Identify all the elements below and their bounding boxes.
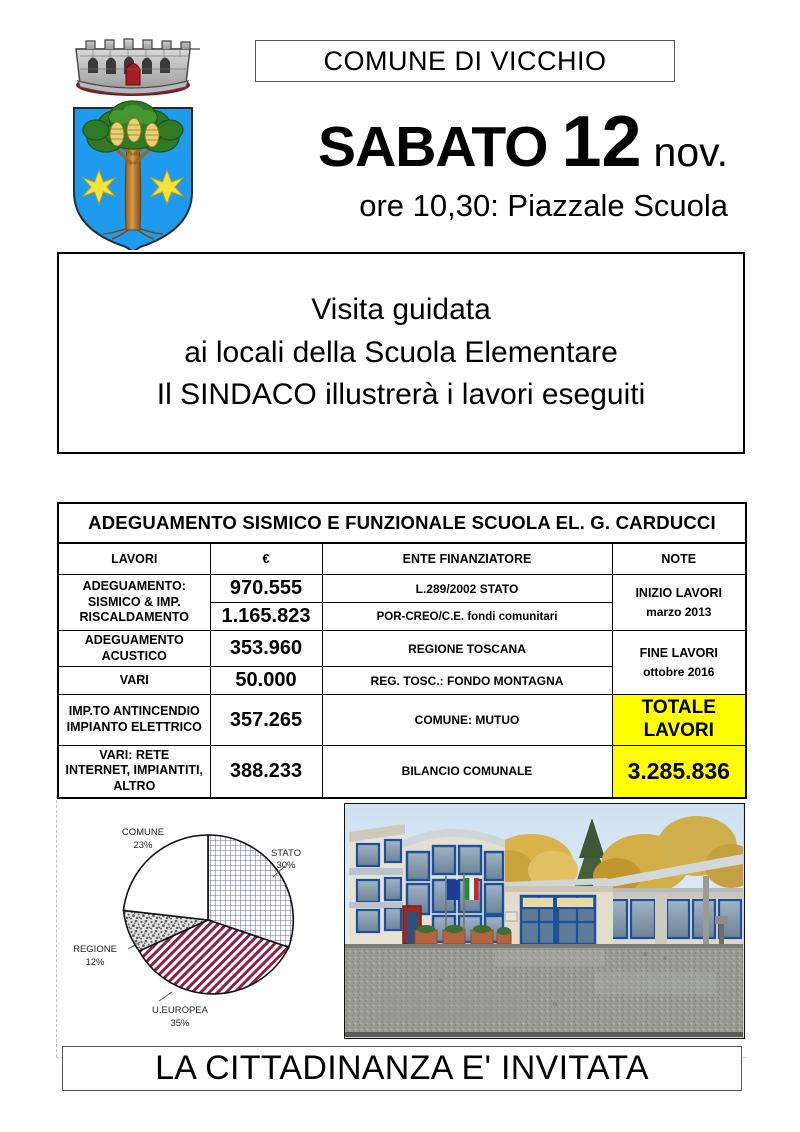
note-start-label: INIZIO LAVORI — [635, 585, 723, 600]
cell-amount: 388.233 — [210, 745, 322, 797]
works-funding-table — [57, 502, 747, 799]
table-header-row — [58, 543, 746, 575]
cell-amount: 1.165.823 — [210, 603, 322, 631]
total-label-line-1: TOTALE — [641, 697, 716, 719]
event-day-number: 12 — [561, 102, 642, 182]
pie-label-regione: REGIONE — [73, 944, 117, 955]
column-header-lavori: LAVORI — [58, 543, 210, 575]
pie-value-regione: 12% — [85, 957, 105, 968]
comune-title-box — [255, 40, 675, 82]
pie-label-stato: STATO — [270, 848, 302, 859]
event-time-place: ore 10,30: Piazzale Scuola — [359, 188, 728, 223]
cell-amount: 353.960 — [210, 631, 322, 667]
note-end-label: FINE LAVORI — [639, 645, 718, 660]
coat-of-arms-icon — [58, 22, 208, 250]
visit-line-2: ai locali della Scuola Elementare — [184, 335, 618, 369]
visit-line-1: Visita guidata — [311, 293, 491, 327]
pie-label-ueuropea: U.EUROPEA — [152, 1005, 208, 1016]
school-photo — [344, 803, 745, 1039]
cell-lavori: ADEGUAMENTO: SISMICO & IMP. RISCALDAMENTO — [58, 575, 210, 631]
table-row — [58, 745, 746, 797]
pie-value-stato: 30% — [276, 860, 296, 871]
cell-lavori: VARI: RETE INTERNET, IMPIANTITI, ALTRO — [58, 745, 210, 797]
cell-ente: REGIONE TOSCANA — [322, 631, 612, 667]
cell-lavori: IMP.TO ANTINCENDIO IMPIANTO ELETTRICO — [58, 695, 210, 746]
visit-announcement-box — [57, 252, 745, 454]
cell-amount: 50.000 — [210, 667, 322, 695]
cell-lavori: ADEGUAMENTO ACUSTICO — [58, 631, 210, 667]
cell-ente: REG. TOSC.: FONDO MONTAGNA — [322, 667, 612, 695]
visit-line-3: Il SINDACO illustrerà i lavori eseguiti — [156, 378, 646, 412]
note-start-value: marzo 2013 — [646, 604, 712, 619]
pie-value-ueuropea: 35% — [170, 1018, 190, 1029]
total-works-value: 3.285.836 — [612, 745, 746, 797]
leader-line-ueuropea — [159, 992, 172, 1001]
cell-ente: L.289/2002 STATO — [322, 575, 612, 603]
invitation-text: LA CITTADINANZA E' INVITATA — [155, 1049, 649, 1087]
table-row — [58, 575, 746, 603]
event-month: nov. — [653, 129, 728, 175]
table-title-row — [58, 503, 746, 543]
pie-value-comune: 23% — [133, 840, 153, 851]
table-row — [58, 631, 746, 667]
cell-ente: POR-CREO/C.E. fondi comunitari — [322, 603, 612, 631]
funding-pie-chart — [60, 800, 338, 1043]
column-header-euro: € — [210, 543, 322, 575]
layout-guide-vertical — [56, 795, 57, 1057]
total-works-label — [612, 695, 746, 746]
school-photo-image — [345, 804, 743, 1037]
cell-amount: 357.265 — [210, 695, 322, 746]
table-title: ADEGUAMENTO SISMICO E FUNZIONALE SCUOLA EL. G. CARDUCCI — [58, 503, 746, 543]
event-day: SABATO — [318, 115, 548, 179]
note-end-value: ottobre 2016 — [643, 664, 715, 679]
cell-note-inizio — [612, 575, 746, 631]
event-date-line — [215, 102, 760, 182]
column-header-note: NOTE — [612, 543, 746, 575]
cell-lavori: VARI — [58, 667, 210, 695]
invitation-banner — [62, 1046, 742, 1091]
cell-note-fine — [612, 631, 746, 695]
total-label-line-2: LAVORI — [643, 720, 714, 742]
table-row — [58, 695, 746, 746]
cell-ente: BILANCIO COMUNALE — [322, 745, 612, 797]
comune-title: COMUNE DI VICCHIO — [323, 45, 607, 76]
pie-label-comune: COMUNE — [121, 827, 165, 838]
cell-ente: COMUNE: MUTUO — [322, 695, 612, 746]
cell-amount: 970.555 — [210, 575, 322, 603]
column-header-ente: ENTE FINANZIATORE — [322, 543, 612, 575]
